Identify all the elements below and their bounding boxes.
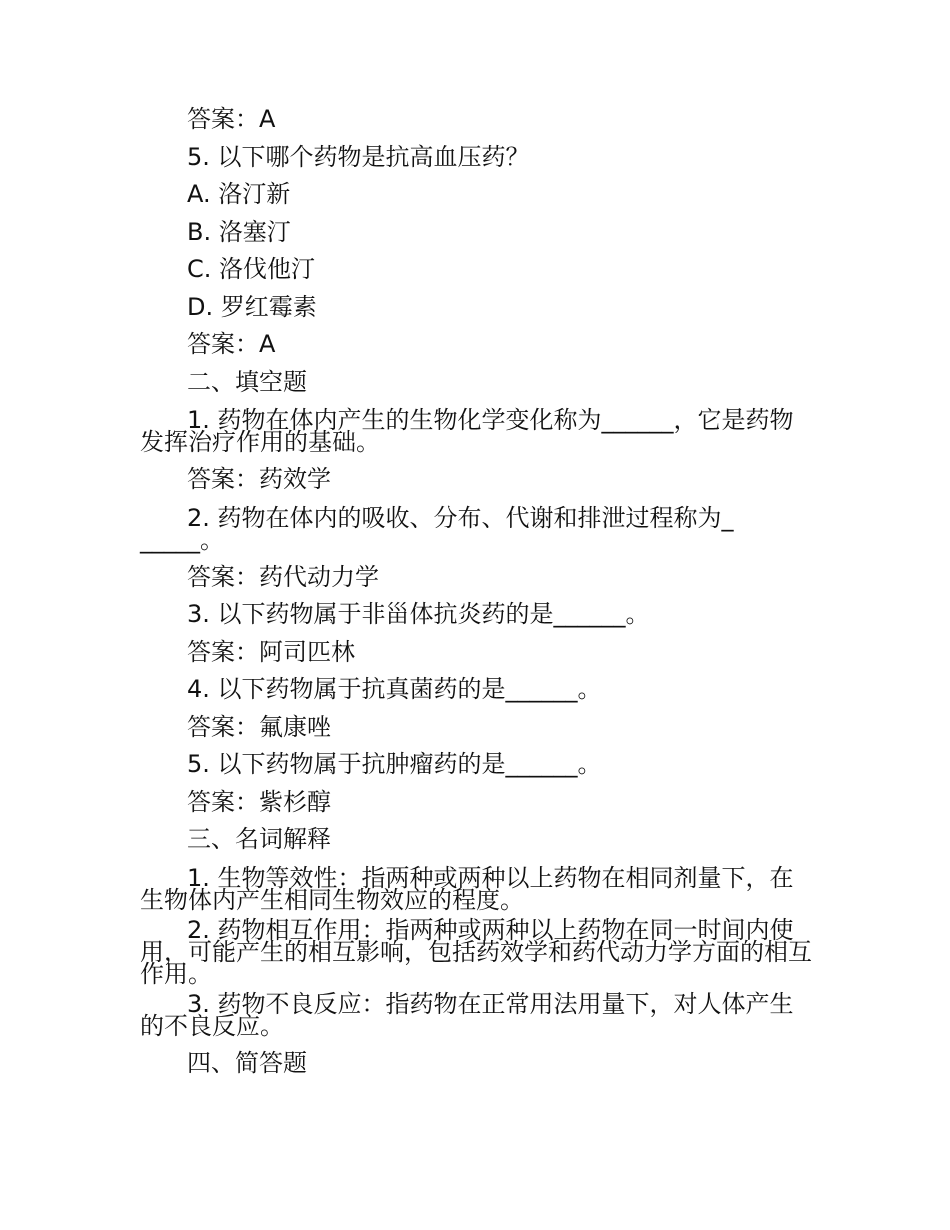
answer-line: 答案：A xyxy=(187,105,276,133)
term-definition-2: 2. 药物相互作用：指两种或两种以上药物在同一时间内使用，可能产生的相互影响，包括药效学和药代动力学方面的相互作用。 xyxy=(140,915,812,988)
answer-line: 答案：A xyxy=(187,330,276,358)
option-d: D. 罗红霉素 xyxy=(187,292,317,321)
section-heading-short-answer: 四、简答题 xyxy=(187,1048,307,1077)
term-definition-1: 1. 生物等效性：指两种或两种以上药物在相同剂量下，在生物体内产生相同生物效应的程度。 xyxy=(140,863,794,914)
section-heading-terms: 三、名词解释 xyxy=(187,825,331,853)
fill-question-5: 5. 以下药物属于抗肿瘤药的是______。 xyxy=(187,750,602,778)
document-body xyxy=(140,101,812,1082)
answer-line: 答案：药代动力学 xyxy=(187,562,379,591)
answer-line: 答案：氟康唑 xyxy=(187,712,331,741)
option-c: C. 洛伐他汀 xyxy=(187,255,316,283)
answer-line: 答案：阿司匹林 xyxy=(187,637,355,666)
term-definition-3: 3. 药物不良反应：指药物在正常用法用量下，对人体产生的不良反应。 xyxy=(140,989,794,1040)
fill-question-2: 2. 药物在体内的吸收、分布、代谢和排泄过程称为______。 xyxy=(140,503,734,554)
answer-line: 答案：药效学 xyxy=(187,465,331,493)
option-a: A. 洛汀新 xyxy=(187,180,291,208)
fill-question-1: 1. 药物在体内产生的生物化学变化称为______，它是药物发挥治疗作用的基础。 xyxy=(140,406,794,456)
section-heading-fill-blank: 二、填空题 xyxy=(187,367,307,396)
answer-line: 答案：紫杉醇 xyxy=(187,787,331,816)
fill-question-4: 4. 以下药物属于抗真菌药的是______。 xyxy=(187,675,602,703)
question-5: 5. 以下哪个药物是抗高血压药？ xyxy=(187,142,530,171)
option-b: B. 洛塞汀 xyxy=(187,217,291,246)
fill-question-3: 3. 以下药物属于非甾体抗炎药的是______。 xyxy=(187,600,650,628)
